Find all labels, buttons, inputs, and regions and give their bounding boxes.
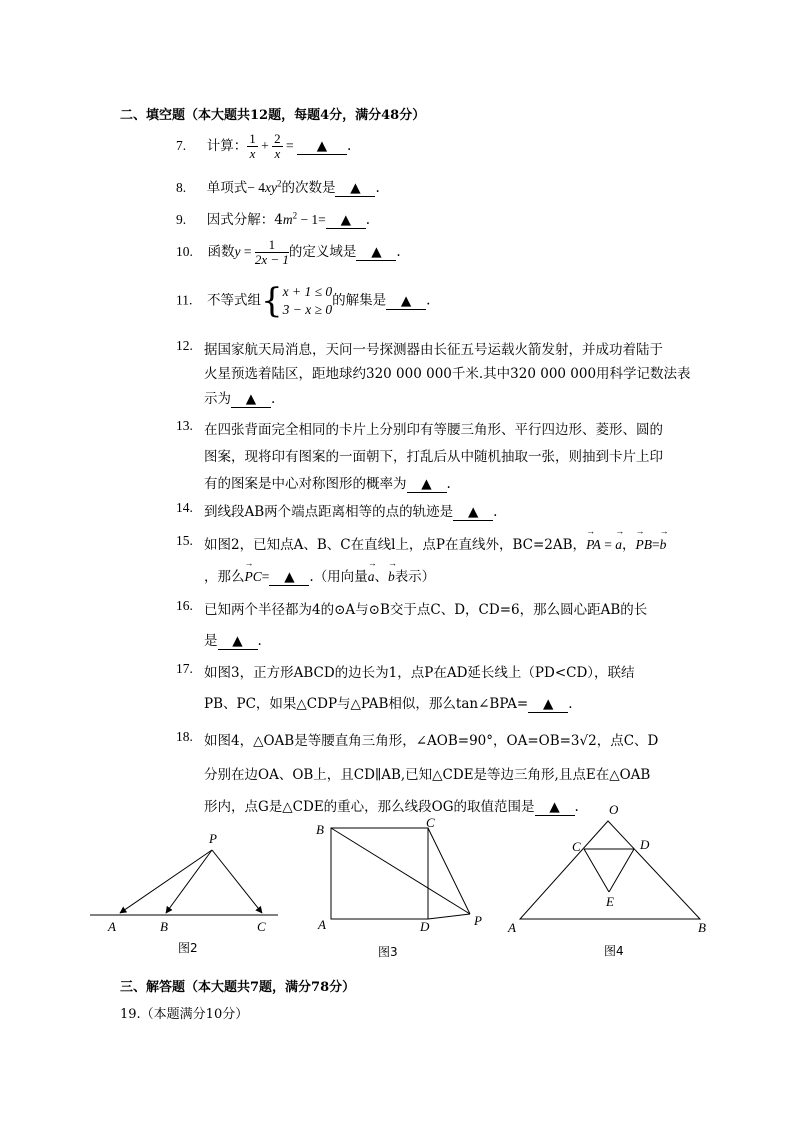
question-number: 7. <box>176 138 187 153</box>
fig3-label-a: A <box>318 917 326 932</box>
answer-blank[interactable]: ▲ <box>326 212 366 229</box>
fraction: $\frac{1}{2x - 1}$ <box>254 237 289 267</box>
vector-pa <box>120 850 212 913</box>
fig3-label-d: D <box>420 919 430 934</box>
question-number: 12. <box>176 338 193 353</box>
question-10: 10. 函数y = $\frac{1}{2x - 1}$ 的定义域是 ▲ . <box>176 237 401 267</box>
question-17-line1: 如图3，正方形ABCD的边长为1，点P在AD延长线上（PD<CD），联结 <box>204 665 635 681</box>
question-number: 10. <box>176 244 193 259</box>
question-number: 9. <box>176 212 187 227</box>
question-7: 7. 计算： $\frac{1}{x}$ + $\frac{2}{x}$ = ▲ . <box>176 131 352 161</box>
fraction: $\frac{1}{x}$ <box>249 131 256 161</box>
fig2-label-p: P <box>209 831 217 846</box>
question-number: 16. <box>176 598 193 613</box>
question-18-line3: 形内，点G是△CDE的重心，那么线段OG的取值范围是 ▲ . <box>204 799 579 815</box>
question-17-line2: PB、PC，如果△CDP与△PAB相似，那么tan∠BPA= ▲ . <box>204 696 573 712</box>
answer-blank[interactable]: ▲ <box>535 799 575 816</box>
question-14: 到线段AB两个端点距离相等的点的轨迹是 ▲ . <box>204 504 498 520</box>
figure-3 <box>331 828 470 919</box>
fig4-label-o: O <box>609 802 619 817</box>
answer-blank[interactable]: ▲ <box>297 138 347 155</box>
question-11: 11. 不等式组{ x + 1 ≤ 0 3 − x ≥ 0 的解集是 ▲ . <box>176 281 431 321</box>
question-15-line2: ，那么→ PC= ▲ .（用向量→ a、→ b表示） <box>204 565 435 586</box>
fig4-caption: 图4 <box>604 944 624 958</box>
fig4-label-a: A <box>508 920 516 935</box>
vector-pb <box>166 850 212 913</box>
question-8: 8. 单项式− $4xy^2$的次数是 ▲ . <box>176 178 380 196</box>
square-abcd <box>331 828 428 919</box>
answer-blank[interactable]: ▲ <box>356 244 396 261</box>
fig2-label-a: A <box>108 919 116 934</box>
question-12-line3: 示为 ▲ . <box>204 391 276 407</box>
question-19-header: 19.（本题满分10分） <box>120 1007 249 1022</box>
answer-blank[interactable]: ▲ <box>407 476 447 493</box>
fig4-label-e: E <box>606 894 614 909</box>
question-number: 17. <box>176 661 193 676</box>
question-13-line2: 图案，现将印有图案的一面朝下，打乱后从中随机抽取一张，则抽到卡片上印 <box>204 449 663 465</box>
answer-blank[interactable]: ▲ <box>335 180 375 197</box>
fraction: $\frac{2}{x}$ <box>274 131 281 161</box>
question-18-line1: 如图4，△OAB是等腰直角三角形，∠AOB=90°，OA=OB=3√2，点C、D <box>204 733 659 749</box>
vector-pc <box>212 850 262 913</box>
fig4-label-b: B <box>698 920 706 935</box>
segment-ce <box>584 849 609 892</box>
question-text: 计算： <box>206 138 248 154</box>
fig2-caption: 图2 <box>178 941 198 955</box>
segment-dp <box>428 914 470 919</box>
question-13-line1: 在四张背面完全相同的卡片上分别印有等腰三角形、平行四边形、菱形、圆的 <box>204 422 663 438</box>
fig3-caption: 图3 <box>378 945 398 959</box>
answer-blank[interactable]: ▲ <box>453 504 493 521</box>
fig4-label-d: D <box>640 837 650 852</box>
question-16-line1: 已知两个半径都为4的⊙A与⊙B交于点C、D，CD=6，那么圆心距AB的长 <box>204 602 648 618</box>
fig2-label-c: C <box>257 919 266 934</box>
question-12-line2: 火星预选着陆区，距地球约320 000 000千米.其中320 000 000用科学记数法表 <box>204 366 691 382</box>
question-number: 15. <box>176 533 193 548</box>
section-title: 三、解答题（本大题共7题，满分78分） <box>120 980 356 995</box>
answer-blank[interactable]: ▲ <box>218 633 258 650</box>
question-number: 8. <box>176 180 187 195</box>
question-9: 9. 因式分解：$4m^2 - 1=$ ▲ . <box>176 210 371 228</box>
fig4-label-c: C <box>572 839 581 854</box>
inequality-system: x + 1 ≤ 0 3 − x ≥ 0 <box>282 284 333 317</box>
question-number: 18. <box>176 729 193 744</box>
fig3-label-p: P <box>474 913 482 928</box>
question-18-line2: 分别在边OA、OB上，且CD∥AB,已知△CDE是等边三角形,且点E在△OAB <box>204 767 651 783</box>
segment-de <box>609 849 634 892</box>
question-12-line1: 据国家航天局消息，天问一号探测器由长征五号运载火箭发射，并成功着陆于 <box>204 342 663 358</box>
question-13-line3: 有的图案是中心对称图形的概率为 ▲ . <box>204 476 451 492</box>
question-number: 14. <box>176 500 193 515</box>
figure-2 <box>90 850 278 915</box>
section-title: 二、填空题（本大题共12题，每题4分，满分48分） <box>120 108 426 123</box>
question-number: 13. <box>176 418 193 433</box>
answer-blank[interactable]: ▲ <box>269 569 309 586</box>
question-16-line2: 是 ▲ . <box>204 633 262 649</box>
fig2-label-b: B <box>160 919 168 934</box>
brace-icon: { <box>260 281 283 321</box>
answer-blank[interactable]: ▲ <box>231 391 271 408</box>
answer-blank[interactable]: ▲ <box>386 293 426 310</box>
fig3-label-c: C <box>426 815 435 830</box>
question-15-line1: 如图2，已知点A、B、C在直线l上，点P在直线外，BC=2AB，→ PA = → a，→ PB=→ b <box>204 533 666 553</box>
fig3-label-b: B <box>316 822 324 837</box>
question-number: 11. <box>176 292 193 308</box>
answer-blank[interactable]: ▲ <box>528 696 568 713</box>
